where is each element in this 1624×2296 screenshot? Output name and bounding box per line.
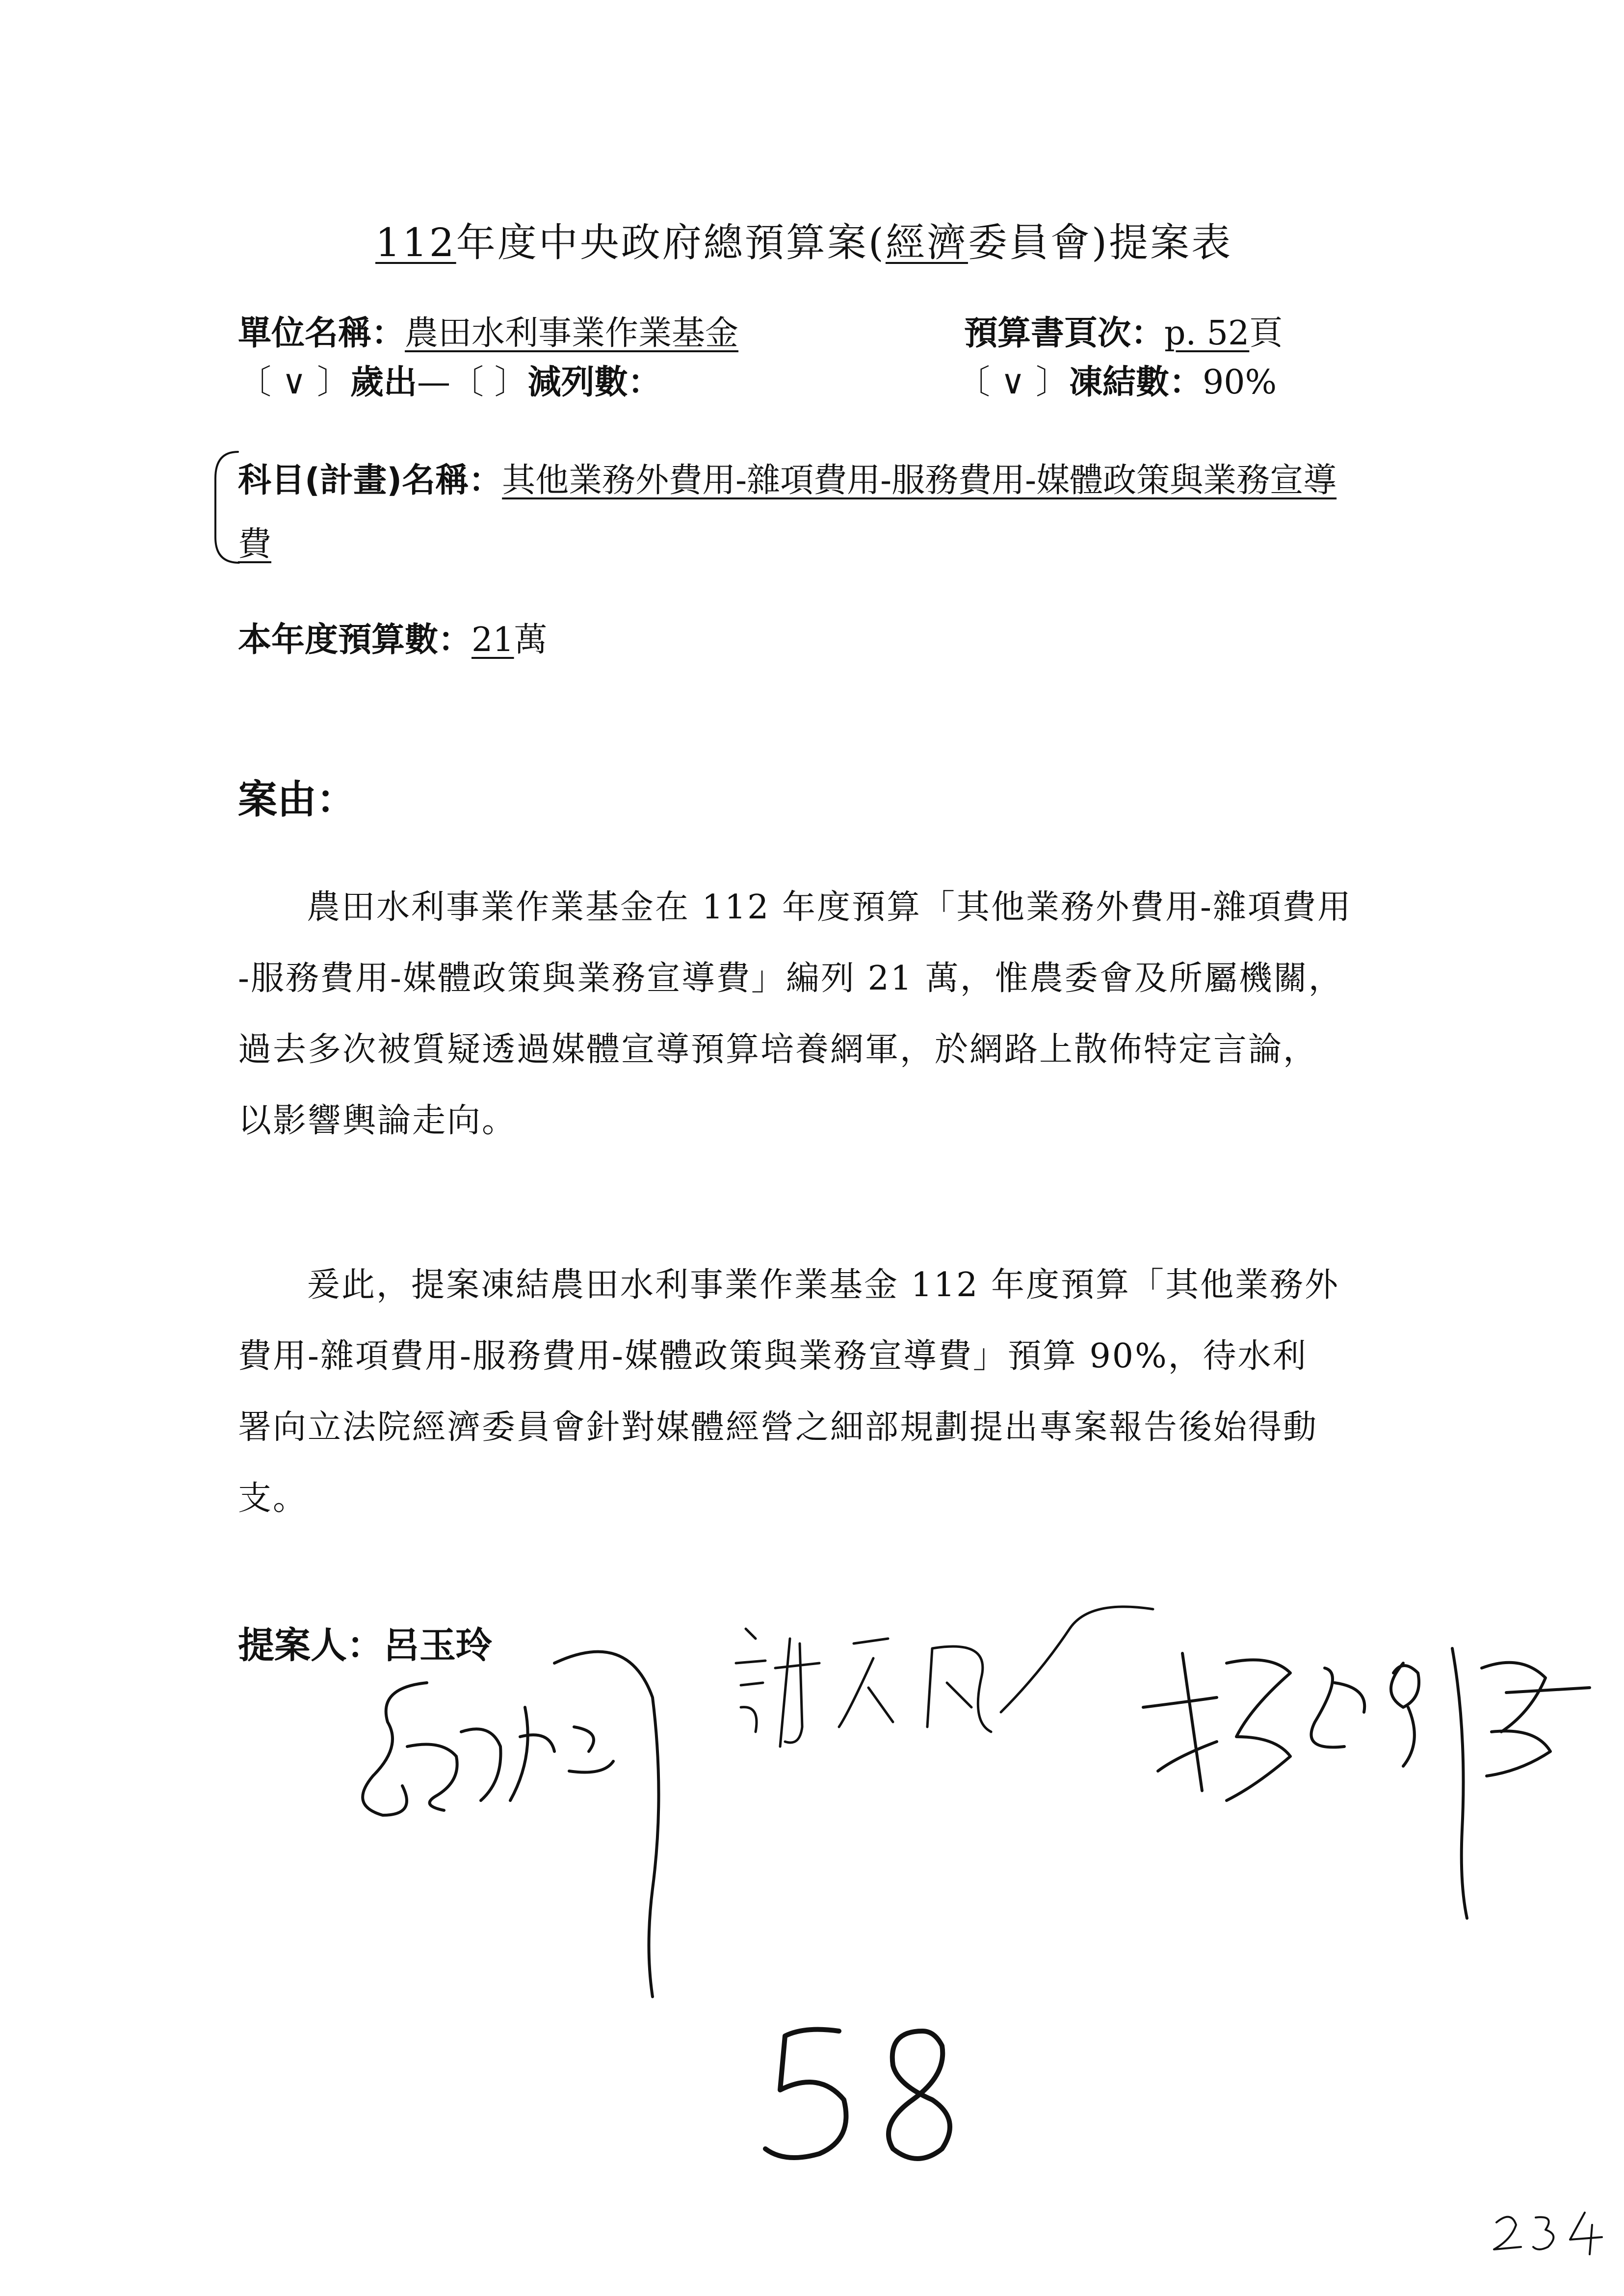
reason-p1-line-2: -服務費用-媒體政策與業務宣導費」編列 21 萬，惟農委會及所屬機關， [238, 959, 1343, 998]
budget-page-unit: 頁 [1249, 314, 1283, 353]
subject-value-line1: 其他業務外費用-雜項費用-服務費用-媒體政策與業務宣導 [502, 461, 1337, 500]
budget-page-row [964, 307, 1283, 354]
budget-page-label: 預算書頁次： [964, 314, 1165, 353]
reduction-label: 減列數： [527, 363, 661, 402]
subject-line-2 [238, 518, 271, 565]
freeze-row [957, 356, 1277, 403]
reason-p2-line-1: 爰此，提案凍結農田水利事業作業基金 112 年度預算「其他業務外 [307, 1266, 1340, 1305]
title-suffix: 提案表 [1109, 220, 1233, 265]
budget-amount-row [238, 613, 548, 661]
unit-name-value: 農田水利事業作業基金 [405, 314, 739, 353]
expenditure-label: 歲出 [350, 363, 418, 402]
reason-p2-line-4: 支。 [238, 1479, 308, 1518]
reason-p2-line-2: 費用-雜項費用-服務費用-媒體政策與業務宣導費」預算 90%，待水利 [238, 1337, 1308, 1376]
reason-p1-line-3: 過去多次被質疑透過媒體宣導預算培養網軍，於網路上散佈特定言論， [238, 1030, 1318, 1069]
title-committee: 經濟 [885, 220, 968, 265]
unit-name-label: 單位名稱： [238, 314, 405, 353]
handwritten-corner-number [1487, 2198, 1614, 2262]
budget-amount-unit: 萬 [514, 621, 548, 659]
reason-p1-line-1: 農田水利事業作業基金在 112 年度預算「其他業務外費用-雜項費用 [307, 888, 1352, 927]
expenditure-checkbox: 〔 ∨ 〕 [238, 363, 351, 402]
subject-line-1 [238, 454, 1336, 501]
handwritten-signature-2 [726, 1599, 1187, 1776]
title-prefix: 年度中央政府總預算案( [456, 220, 886, 265]
freeze-checkbox: 〔 ∨ 〕 [957, 363, 1070, 402]
handwritten-signature-1 [339, 1634, 711, 2007]
budget-amount-label: 本年度預算數： [238, 621, 472, 659]
freeze-value: 90% [1203, 363, 1277, 402]
budget-page-value: p. 52 [1164, 314, 1250, 353]
proposer-name: 呂玉玲 [383, 1624, 492, 1667]
subject-label: 科目(計畫)名稱： [238, 461, 502, 500]
unit-name-row [238, 307, 738, 354]
expenditure-row [238, 356, 661, 403]
title-year: 112 [375, 220, 456, 265]
subject-value-line2: 費 [238, 525, 272, 564]
title-committee-suffix: 委員會) [968, 220, 1109, 265]
reason-p2-line-3: 署向立法院經濟委員會針對媒體經營之細部規劃提出專案報告後始得動 [238, 1408, 1318, 1447]
handwritten-signature-3 [1128, 1624, 1609, 1928]
dash-separator: — [417, 363, 451, 402]
reason-heading: 案由： [238, 777, 356, 822]
freeze-label: 凍結數： [1069, 363, 1203, 402]
handwritten-page-number-58 [746, 2011, 981, 2178]
reason-p1-line-4: 以影響輿論走向。 [238, 1101, 517, 1140]
proposer-label: 提案人： [238, 1624, 383, 1667]
reduction-checkbox: 〔 〕 [450, 363, 528, 402]
budget-amount-value: 21 [471, 621, 514, 659]
document-title [375, 211, 1232, 267]
